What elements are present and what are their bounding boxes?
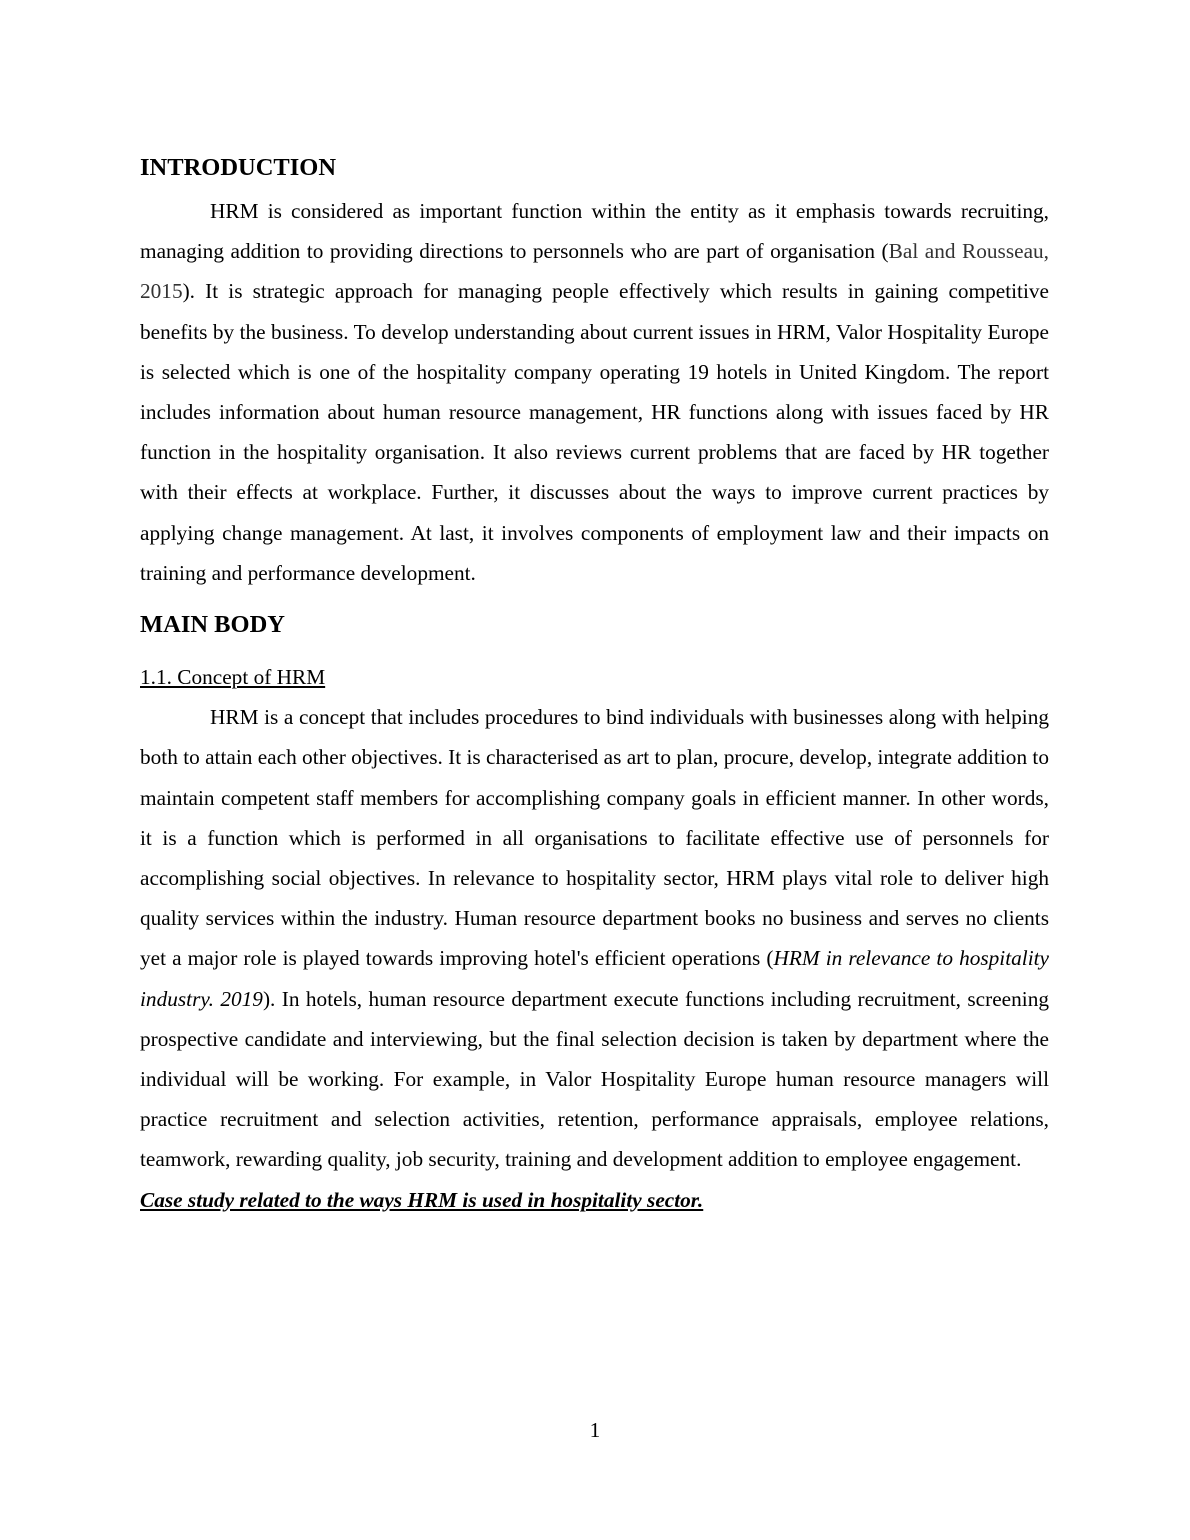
case-study-heading: Case study related to the ways HRM is used in hospitality sector. [140,1187,704,1212]
intro-text-start: HRM is considered as important function within the entity as it emphasis towards recruiting, managing addition to providing directions to personnels who are part of organisation ( [140,199,1049,264]
intro-text-end: ). It is strategic approach for managing people effectively which results in gaining competitive benefits by the business. To develop understanding about current issues in HRM, Valor Hospitality Europe is selected which is one of the hospitality company operating 19 hotels in United Kingdom. The report includes information about human resource management, HR functions along with issues faced by HR function in the hospitality organisation. It also reviews current problems that are faced by HR together with their effects at workplace. Further, it discusses about the ways to improve current practices by applying change management. At last, it involves components of employment law and their impacts on training and performance development. [140,279,1049,585]
introduction-paragraph [140,191,1049,593]
concept-text-end: ). In hotels, human resource department execute functions including recruitment, screening prospective candidate and interviewing, but the final selection decision is taken by department where the individual will be working. For example, in Valor Hospitality Europe human resource managers will practice recruitment and selection activities, retention, performance appraisals, employee relations, teamwork, rewarding quality, job security, training and development addition to employee engagement. [140,986,1049,1172]
concept-of-hrm-subheading: 1.1. Concept of HRM [140,665,326,690]
concept-italic-citation: HRM in relevance to hospitality industry. 2019 [140,946,1049,1011]
introduction-heading: INTRODUCTION [140,154,337,181]
concept-text-start: HRM is a concept that includes procedures to bind individuals with businesses along with helping both to attain each other objectives. It is characterised as art to plan, procure, develop, integrate addition to maintain competent staff members for accomplishing company goals in efficient manner. In other words, it is a function which is performed in all organisations to facilitate effective use of personnels for accomplishing social objectives. In relevance to hospitality sector, HRM plays vital role to deliver high quality services within the industry. Human resource department books no business and serves no clients yet a major role is played towards improving hotel's efficient operations ( [140,705,1049,971]
page-number: 1 [589,1418,601,1442]
concept-paragraph [140,697,1049,1179]
main-body-heading: MAIN BODY [140,611,285,639]
intro-citation: Bal and Rousseau, 2015 [140,239,1049,304]
document-page [140,148,1049,1220]
